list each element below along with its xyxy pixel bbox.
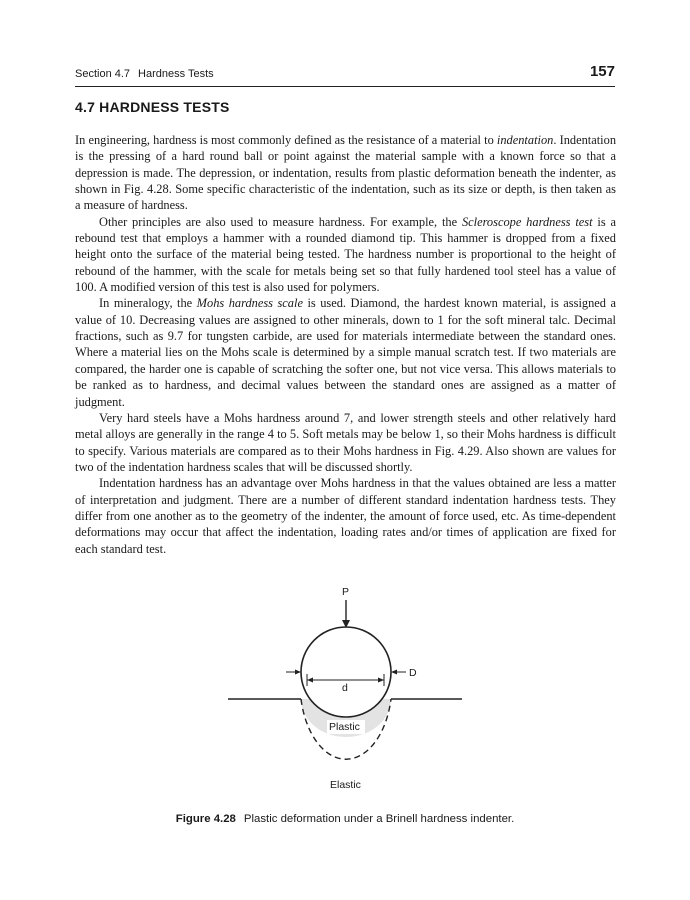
ball-diameter-label: D xyxy=(409,667,417,679)
paragraph-2 xyxy=(75,214,616,296)
text-run: In mineralogy, the xyxy=(99,296,197,311)
caption-number: Figure 4.28 xyxy=(175,813,236,825)
text-run: is used. Diamond, the hardest known material, is assigned a value of 10. Decreasing values are assigned to other minerals, down to 1 for the soft mineral talc. Decimal fractions, such as 9.7 for tungsten carbide, are used for materials intermediate between the standard ones. Where a material lies on the Mohs scale is determined by a simple manual scratch test. If two materials are compared, the harder one is capable of scratching the softer one, but not vice versa. This allows materials to be ranked as to hardness, and decimal values between the standard ones are assigned as a matter of judgment. xyxy=(75,296,616,409)
paragraph-4: Very hard steels have a Mohs hardness around 7, and lower strength steels and other relatively hard metal alloys are generally in the range 4 to 5. Soft metals may be below 1, so their Mohs hardness is difficult to specify. Various materials are compared as to their Mohs hardness in Fig. 4.29. Also shown are values for two of the indentation hardness scales that will be discussed shortly. xyxy=(75,410,616,474)
indenter-ball xyxy=(301,627,391,717)
text-run: Other principles are also used to measure hardness. For example, the xyxy=(99,214,462,229)
caption-text: Plastic deformation under a Brinell hardness indenter. xyxy=(243,813,515,825)
running-head xyxy=(75,62,615,87)
paragraph-3 xyxy=(75,295,616,409)
ball-diameter-arrowhead-right xyxy=(391,670,397,675)
text-run: In engineering, hardness is most commonly defined as the resistance of a material to xyxy=(75,133,497,147)
indent-diameter-label: d xyxy=(342,682,348,694)
section-heading: 4.7 HARDNESS TESTS xyxy=(75,99,230,115)
emphasis: indentation xyxy=(496,133,554,147)
plastic-zone-label: Plastic xyxy=(329,721,360,733)
text-run: is a rebound test that employs a hammer with a rounded diamond tip. This hammer is dropped from a fixed height onto the surface of the material being tested. The hardness number is proportional to the height of rebound of the hammer, with the scale for metals being set so that fully hardened tool steel has a value of 100. A modified version of this test is also used for polymers. xyxy=(75,214,616,295)
body-text xyxy=(75,132,616,557)
paragraph-5: Indentation hardness has an advantage over Mohs hardness in that the values obtained are less a matter of interpretation and judgment. There are a number of different standard indentation hardness tests. They differ from one another as to the geometry of the indenter, the amount of force used, etc. As time-dependent deformations may occur that affect the indentation, loading rates and/or times of application are fixed for each standard test. xyxy=(75,476,616,556)
emphasis: Scleroscope hardness test xyxy=(461,214,593,229)
section-title-running: Hardness Tests xyxy=(138,68,214,80)
figure-caption xyxy=(0,813,690,825)
paragraph-1 xyxy=(75,132,616,214)
elastic-zone-label: Elastic xyxy=(330,779,361,791)
figure-4-28 xyxy=(220,582,470,802)
section-number: Section 4.7 xyxy=(75,68,131,80)
load-label: P xyxy=(342,586,350,598)
running-head-section xyxy=(75,68,214,80)
emphasis: Mohs hardness scale xyxy=(196,296,303,311)
text-run: . Indentation is the pressing of a hard round ball or point against the material sample with a known force so that a depression is made. The depression, or indentation, results from plastic deformation beneath the indenter, as shown in Fig. 4.28. Some specific characteristic of the indentation, such as its size or depth, is then taken as a measure of hardness. xyxy=(75,133,617,213)
ball-diameter-arrowhead-left xyxy=(295,670,301,675)
page-number: 157 xyxy=(589,63,615,80)
